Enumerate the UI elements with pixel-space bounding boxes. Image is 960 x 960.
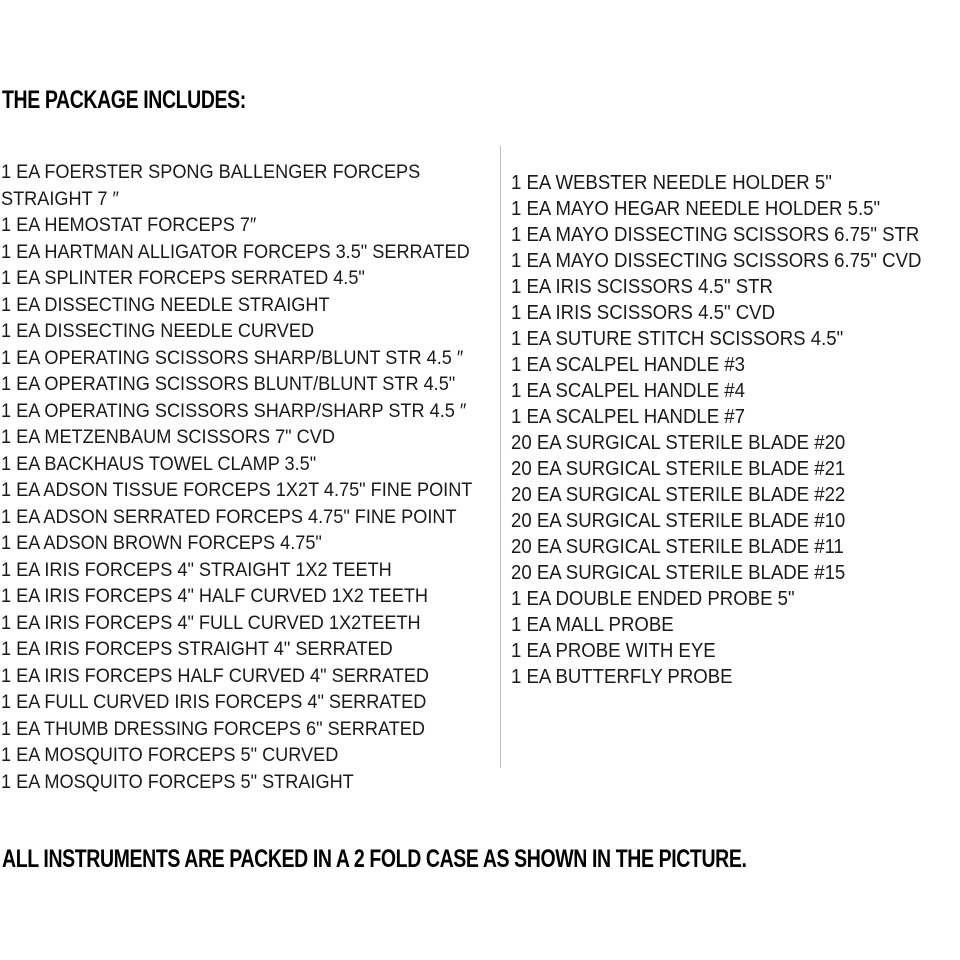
list-item: 1 EA ADSON TISSUE FORCEPS 1X2T 4.75" FINE POINT [1, 479, 473, 501]
list-item: 1 EA WEBSTER NEEDLE HOLDER 5" [511, 172, 832, 194]
list-item: STRAIGHT 7 ″ [1, 187, 119, 210]
list-item: 1 EA HEMOSTAT FORCEPS 7″ [1, 214, 257, 236]
list-item: 1 EA MAYO HEGAR NEEDLE HOLDER 5.5" [511, 198, 881, 220]
list-item: 1 EA HARTMAN ALLIGATOR FORCEPS 3.5" SERRATED [1, 240, 470, 263]
list-item: 1 EA PROBE WITH EYE [511, 640, 716, 662]
list-item: 20 EA SURGICAL STERILE BLADE #15 [511, 562, 846, 584]
list-item: 1 EA OPERATING SCISSORS SHARP/SHARP STR 4.5 ″ [1, 399, 467, 422]
list-item: 1 EA DISSECTING NEEDLE CURVED [1, 320, 315, 342]
list-item: 1 EA DISSECTING NEEDLE STRAIGHT [1, 293, 330, 316]
page-title: THE PACKAGE INCLUDES: [2, 86, 246, 114]
list-item: 1 EA IRIS FORCEPS 4" FULL CURVED 1X2TEETH [1, 611, 421, 634]
list-item: 1 EA MOSQUITO FORCEPS 5" STRAIGHT [1, 770, 354, 793]
list-item: 1 EA SCALPEL HANDLE #7 [511, 406, 746, 428]
list-item: 20 EA SURGICAL STERILE BLADE #22 [511, 484, 846, 506]
list-item: 1 EA ADSON BROWN FORCEPS 4.75" [1, 532, 322, 554]
list-item: 20 EA SURGICAL STERILE BLADE #20 [511, 432, 846, 454]
list-item: 1 EA OPERATING SCISSORS SHARP/BLUNT STR 4.5 ″ [1, 346, 464, 369]
list-item: 1 EA IRIS FORCEPS 4" HALF CURVED 1X2 TEETH [1, 585, 429, 607]
list-item: 1 EA IRIS SCISSORS 4.5" STR [511, 276, 773, 298]
list-item: 1 EA FULL CURVED IRIS FORCEPS 4" SERRATED [1, 691, 427, 713]
list-item: 1 EA SPLINTER FORCEPS SERRATED 4.5" [1, 267, 365, 289]
list-item: 1 EA DOUBLE ENDED PROBE 5" [511, 588, 795, 610]
list-item: 1 EA METZENBAUM SCISSORS 7" CVD [1, 426, 335, 448]
list-item: 1 EA SUTURE STITCH SCISSORS 4.5" [511, 328, 844, 350]
list-item: 1 EA FOERSTER SPONG BALLENGER FORCEPS [1, 161, 421, 183]
list-item: 1 EA ADSON SERRATED FORCEPS 4.75" FINE POINT [1, 505, 457, 528]
list-item: 20 EA SURGICAL STERILE BLADE #11 [511, 536, 844, 558]
list-item: 1 EA IRIS SCISSORS 4.5" CVD [511, 302, 776, 324]
packing-note: ALL INSTRUMENTS ARE PACKED IN A 2 FOLD CASE AS SHOWN IN THE PICTURE. [2, 845, 747, 873]
list-item: 1 EA IRIS FORCEPS 4" STRAIGHT 1X2 TEETH [1, 558, 392, 581]
list-item: 1 EA IRIS FORCEPS HALF CURVED 4" SERRATED [1, 664, 430, 687]
list-item: 20 EA SURGICAL STERILE BLADE #21 [511, 458, 846, 480]
list-item: 1 EA SCALPEL HANDLE #3 [511, 354, 746, 376]
list-item: 1 EA MAYO DISSECTING SCISSORS 6.75" CVD [511, 250, 922, 272]
list-item: 1 EA THUMB DRESSING FORCEPS 6" SERRATED [1, 717, 425, 740]
left-item-list [1, 159, 508, 795]
list-item: 1 EA MOSQUITO FORCEPS 5" CURVED [1, 744, 339, 766]
list-item: 1 EA BUTTERFLY PROBE [511, 666, 733, 688]
list-item: 1 EA MAYO DISSECTING SCISSORS 6.75" STR [511, 224, 920, 246]
list-item: 1 EA OPERATING SCISSORS BLUNT/BLUNT STR 4.5" [1, 373, 456, 395]
list-item: 20 EA SURGICAL STERILE BLADE #10 [511, 510, 846, 532]
list-item: 1 EA BACKHAUS TOWEL CLAMP 3.5" [1, 452, 317, 475]
list-item: 1 EA MALL PROBE [511, 614, 674, 636]
list-item: 1 EA IRIS FORCEPS STRAIGHT 4" SERRATED [1, 638, 393, 660]
list-item: 1 EA SCALPEL HANDLE #4 [511, 380, 746, 402]
column-divider [500, 146, 501, 768]
right-item-list [511, 170, 952, 690]
